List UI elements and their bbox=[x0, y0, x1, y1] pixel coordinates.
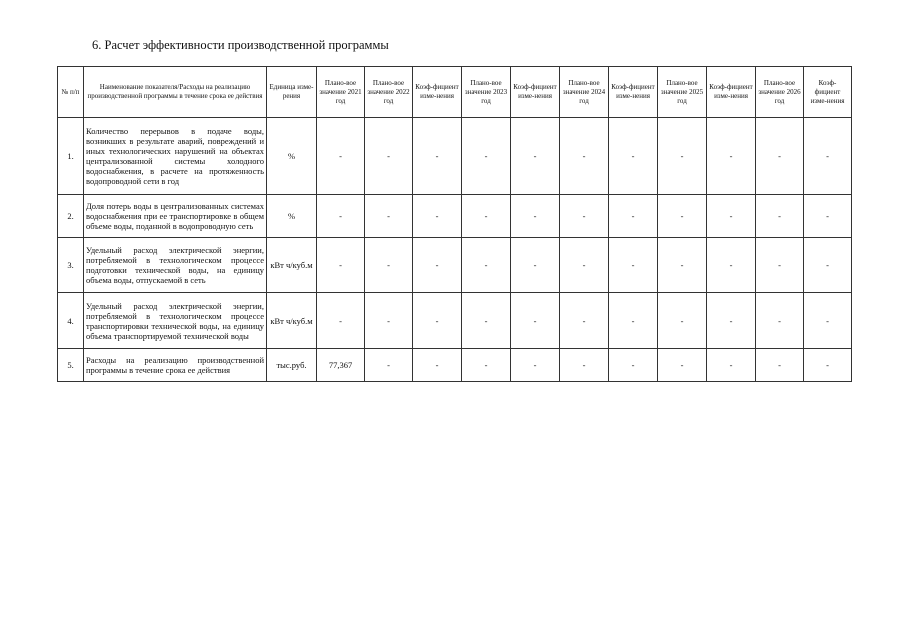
value-cell: - bbox=[560, 349, 609, 382]
value-cell: - bbox=[804, 238, 852, 293]
table-row bbox=[58, 238, 852, 293]
value-cell: - bbox=[756, 238, 804, 293]
value-cell: - bbox=[317, 293, 365, 349]
value-cell: - bbox=[756, 293, 804, 349]
value-cell: - bbox=[658, 293, 707, 349]
value-cell: - bbox=[707, 195, 756, 238]
value-cell: - bbox=[609, 293, 658, 349]
header-cell-coef-2023: Коэф-фициент изме-нения bbox=[511, 67, 560, 118]
row-unit: % bbox=[267, 195, 317, 238]
value-cell: - bbox=[658, 238, 707, 293]
row-indicator-name: Расходы на реализацию производственной программы в течение срока ее действия bbox=[84, 349, 267, 382]
value-cell: - bbox=[511, 293, 560, 349]
table-header-row bbox=[58, 67, 852, 118]
value-cell: - bbox=[560, 293, 609, 349]
header-cell-plan-2021: Плано-вое значение 2021 год bbox=[317, 67, 365, 118]
value-cell: - bbox=[462, 238, 511, 293]
value-cell: - bbox=[804, 118, 852, 195]
table-row bbox=[58, 293, 852, 349]
value-cell: - bbox=[462, 195, 511, 238]
value-cell: - bbox=[609, 195, 658, 238]
row-indicator-name: Количество перерывов в подаче воды, возникших в результате аварий, повреждений и иных технологических нарушений на объектах централизованной системы холодного водоснабжения, в расчете на протяженность водопроводной сети в год bbox=[84, 118, 267, 195]
value-cell: - bbox=[462, 118, 511, 195]
value-cell: - bbox=[511, 238, 560, 293]
value-cell: - bbox=[609, 118, 658, 195]
value-cell: - bbox=[317, 195, 365, 238]
value-cell: - bbox=[317, 238, 365, 293]
header-cell-plan-2026: Плано-вое значение 2026 год bbox=[756, 67, 804, 118]
value-cell: - bbox=[413, 349, 462, 382]
value-cell: - bbox=[511, 195, 560, 238]
value-cell: - bbox=[413, 195, 462, 238]
value-cell: - bbox=[365, 238, 413, 293]
value-cell: - bbox=[756, 349, 804, 382]
header-cell-coef-2024: Коэф-фициент изме-нения bbox=[609, 67, 658, 118]
value-cell: - bbox=[658, 349, 707, 382]
value-cell: - bbox=[462, 349, 511, 382]
value-cell: - bbox=[365, 293, 413, 349]
row-unit: кВт ч/куб.м bbox=[267, 293, 317, 349]
value-cell: - bbox=[365, 349, 413, 382]
value-cell: - bbox=[707, 293, 756, 349]
row-indicator-name: Доля потерь воды в централизованных системах водоснабжения при ее транспортировке в общем объеме воды, поданной в водопроводную сеть bbox=[84, 195, 267, 238]
header-cell-coef-2022: Коэф-фициент изме-нения bbox=[413, 67, 462, 118]
value-cell: - bbox=[511, 349, 560, 382]
row-number: 5. bbox=[58, 349, 84, 382]
efficiency-table bbox=[57, 66, 852, 382]
value-cell: - bbox=[560, 118, 609, 195]
value-cell: - bbox=[511, 118, 560, 195]
value-cell: - bbox=[462, 293, 511, 349]
value-cell: - bbox=[707, 349, 756, 382]
row-unit: % bbox=[267, 118, 317, 195]
value-cell: - bbox=[365, 195, 413, 238]
row-number: 3. bbox=[58, 238, 84, 293]
header-cell-plan-2023: Плано-вое значение 2023 год bbox=[462, 67, 511, 118]
header-cell-unit: Единица изме-рения bbox=[267, 67, 317, 118]
row-unit: тыс.руб. bbox=[267, 349, 317, 382]
header-cell-plan-2025: Плано-вое значение 2025 год bbox=[658, 67, 707, 118]
value-cell: - bbox=[804, 293, 852, 349]
value-cell: - bbox=[804, 195, 852, 238]
table-row bbox=[58, 349, 852, 382]
table-row bbox=[58, 195, 852, 238]
value-cell: - bbox=[658, 118, 707, 195]
value-cell: - bbox=[413, 118, 462, 195]
value-cell: - bbox=[413, 293, 462, 349]
value-cell: - bbox=[756, 195, 804, 238]
value-cell: - bbox=[804, 349, 852, 382]
value-cell: - bbox=[609, 349, 658, 382]
header-cell-plan-2022: Плано-вое значение 2022 год bbox=[365, 67, 413, 118]
value-cell: - bbox=[317, 118, 365, 195]
table-row bbox=[58, 118, 852, 195]
value-cell: - bbox=[413, 238, 462, 293]
header-cell-coef-2025: Коэф-фициент изме-нения bbox=[707, 67, 756, 118]
value-cell: - bbox=[365, 118, 413, 195]
document-heading: 6. Расчет эффективности производственной программы bbox=[92, 38, 389, 52]
row-indicator-name: Удельный расход электрической энергии, потребляемой в технологическом процессе подготовки технической воды, на единицу объема воды, отпускаемой в сеть bbox=[84, 238, 267, 293]
row-number: 4. bbox=[58, 293, 84, 349]
header-cell-coef-2026: Коэф-фициент изме-нения bbox=[804, 67, 852, 118]
value-cell: - bbox=[756, 118, 804, 195]
row-number: 1. bbox=[58, 118, 84, 195]
row-indicator-name: Удельный расход электрической энергии, потребляемой в технологическом процессе транспортировки технической воды, на единицу объема транспортируемой технической воды bbox=[84, 293, 267, 349]
value-cell: - bbox=[609, 238, 658, 293]
value-cell: 77,367 bbox=[317, 349, 365, 382]
header-cell-plan-2024: Плано-вое значение 2024 год bbox=[560, 67, 609, 118]
value-cell: - bbox=[658, 195, 707, 238]
value-cell: - bbox=[560, 238, 609, 293]
value-cell: - bbox=[707, 118, 756, 195]
row-unit: кВт ч/куб.м bbox=[267, 238, 317, 293]
row-number: 2. bbox=[58, 195, 84, 238]
value-cell: - bbox=[560, 195, 609, 238]
header-cell-number: № п/п bbox=[58, 67, 84, 118]
header-cell-name: Наименование показателя/Расходы на реализацию производственной программы в течение срока ее действия bbox=[84, 67, 267, 118]
value-cell: - bbox=[707, 238, 756, 293]
